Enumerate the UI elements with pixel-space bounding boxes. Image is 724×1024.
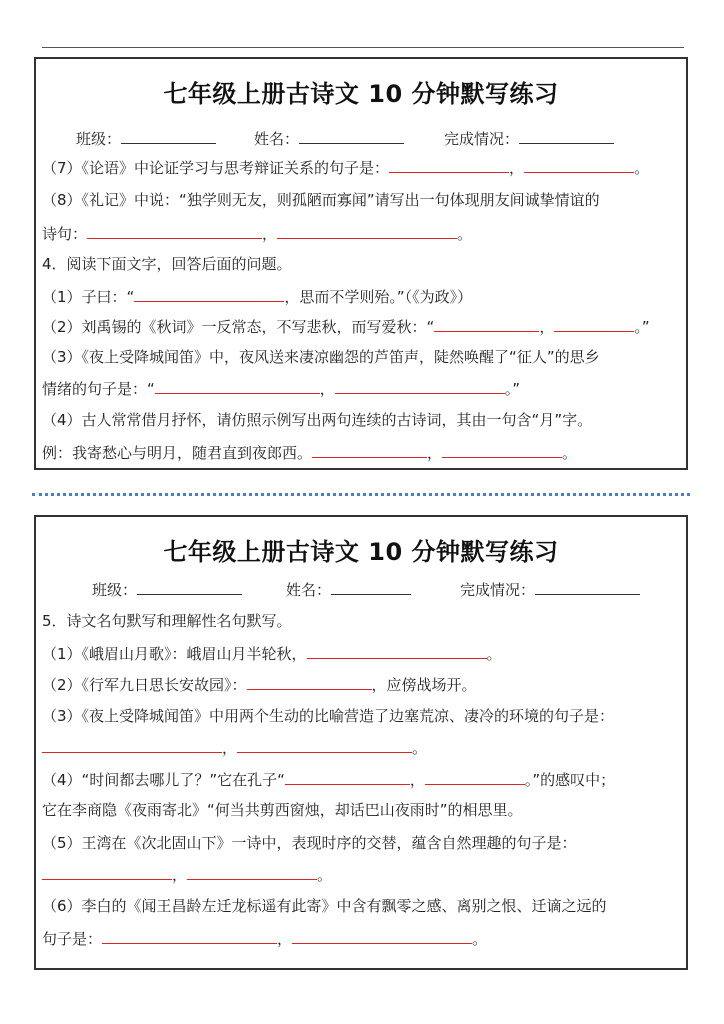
worksheet-panel-2 [34,515,688,970]
question-line [42,409,682,431]
answer-blank[interactable] [42,863,172,880]
status-label: 完成情况： [460,581,536,599]
question-line [42,863,682,886]
punctuation: 。” [634,318,650,336]
punctuation: 。 [634,159,650,177]
punctuation: 。 [472,930,488,948]
question-line [42,377,682,400]
punctuation: 。” [504,380,521,398]
name-blank[interactable] [331,578,411,595]
punctuation: 。 [317,866,333,884]
answer-blank[interactable] [434,315,539,332]
question-line [42,315,682,338]
question-text: （2）刘禹锡的《秋词》一反常态，不写悲秋，而写爱秋：“ [42,318,435,336]
question-text: 诗句： [42,225,88,243]
question-text: （4）古人常常借月抒怀，请仿照示例写出两句连续的古诗词，其由一句含“月”字。 [42,411,593,429]
punctuation: 。 [486,645,502,663]
question-text: （5）王湾在《次北固山下》一诗中，表现时序的交替，蕴含自然理趣的句子是： [42,834,577,852]
status-field [444,127,614,150]
answer-blank[interactable] [102,927,277,944]
question-line [42,156,682,179]
name-field [286,578,411,601]
question-line [42,736,682,759]
answer-blank[interactable] [425,768,525,785]
question-line [42,927,682,950]
class-blank[interactable] [121,127,216,144]
name-label: 姓名： [254,130,300,148]
punctuation: ， [222,739,238,757]
question-line [42,222,682,245]
answer-blank[interactable] [134,285,284,302]
status-field [460,578,640,601]
answer-blank[interactable] [312,441,427,458]
question-text: ，应傍战场开。 [371,676,477,694]
answer-blank[interactable] [187,863,317,880]
question-text: 5．诗文名句默写和理解性名句默写。 [42,612,292,630]
question-line [42,768,682,791]
worksheet-panel-1 [34,57,688,470]
answer-blank[interactable] [42,736,222,753]
status-blank[interactable] [519,127,614,144]
answer-blank[interactable] [307,642,487,659]
question-line [42,705,682,727]
punctuation: ， [509,159,525,177]
answer-blank[interactable] [524,156,634,173]
answer-blank[interactable] [155,377,320,394]
punctuation: ， [427,444,443,462]
name-field [254,127,404,150]
question-line [42,285,682,308]
class-label: 班级： [76,130,122,148]
punctuation: ， [172,866,188,884]
question-text: 例：我寄愁心与明月，随君直到夜郎西。 [42,444,313,462]
name-label: 姓名： [286,581,332,599]
punctuation: ， [409,771,425,789]
punctuation: ， [277,930,293,948]
answer-blank[interactable] [442,441,562,458]
status-label: 完成情况： [444,130,520,148]
question-line [42,799,682,821]
name-blank[interactable] [299,127,404,144]
question-line [42,673,682,696]
question-text: （6）李白的《闻王昌龄左迁龙标遥有此寄》中含有飘零之感、离别之恨、迁谪之远的 [42,897,607,915]
question-text: （2）《行军九日思长安故园》： [42,676,247,694]
section-heading [42,610,682,632]
punctuation: ， [319,380,335,398]
question-text: ，思而不学则殆。”（《为政》） [284,288,473,306]
question-line [42,441,682,464]
class-field [92,578,242,601]
question-text: （1）子曰：“ [42,288,135,306]
answer-blank[interactable] [237,736,412,753]
question-line [42,346,682,368]
answer-blank[interactable] [389,156,509,173]
section-heading [42,253,682,275]
question-line [42,642,682,665]
question-text: （8）《礼记》中说：“独学则无友，则孤陋而寡闻”请写出一句体现朋友间诚挚情谊的 [42,191,600,209]
dotted-divider [32,493,690,496]
question-text: 情绪的句子是：“ [42,380,155,398]
question-text: （1）《峨眉山月歌》：峨眉山月半轮秋， [42,645,307,663]
worksheet-title: 七年级上册古诗文 10 分钟默写练习 [163,80,559,108]
class-blank[interactable] [137,578,242,595]
question-text: （3）《夜上受降城闻笛》中，夜风送来凄凉幽怨的芦笛声，陡然唤醒了“征人”的思乡 [42,348,600,366]
answer-blank[interactable] [292,927,472,944]
top-rule [42,47,684,48]
status-blank[interactable] [535,578,640,595]
question-text: 它在李商隐《夜雨寄北》“何当共剪西窗烛，却话巴山夜雨时”的相思里。 [42,801,523,819]
question-line [42,189,682,211]
worksheet-title: 七年级上册古诗文 10 分钟默写练习 [163,538,559,566]
question-text: （4）“时间都去哪儿了？”它在孔子“ [42,771,285,789]
class-label: 班级： [92,581,138,599]
question-text: （7）《论语》中论证学习与思考辩证关系的句子是： [42,159,390,177]
answer-blank[interactable] [554,315,634,332]
answer-blank[interactable] [277,222,457,239]
punctuation: 。 [457,225,473,243]
punctuation: 。 [412,739,428,757]
question-text: 句子是： [42,930,103,948]
punctuation: 。 [562,444,578,462]
answer-blank[interactable] [247,673,372,690]
punctuation: ， [262,225,278,243]
answer-blank[interactable] [87,222,262,239]
question-text: 。”的感叹中； [524,771,616,789]
question-line [42,832,682,854]
class-field [76,127,216,150]
question-text: （3）《夜上受降城闻笛》中用两个生动的比喻营造了边塞荒凉、凄冷的环境的句子是： [42,707,615,725]
answer-blank[interactable] [335,377,505,394]
question-text: 4．阅读下面文字，回答后面的问题。 [42,255,292,273]
punctuation: ， [539,318,555,336]
answer-blank[interactable] [285,768,410,785]
question-line [42,895,682,917]
